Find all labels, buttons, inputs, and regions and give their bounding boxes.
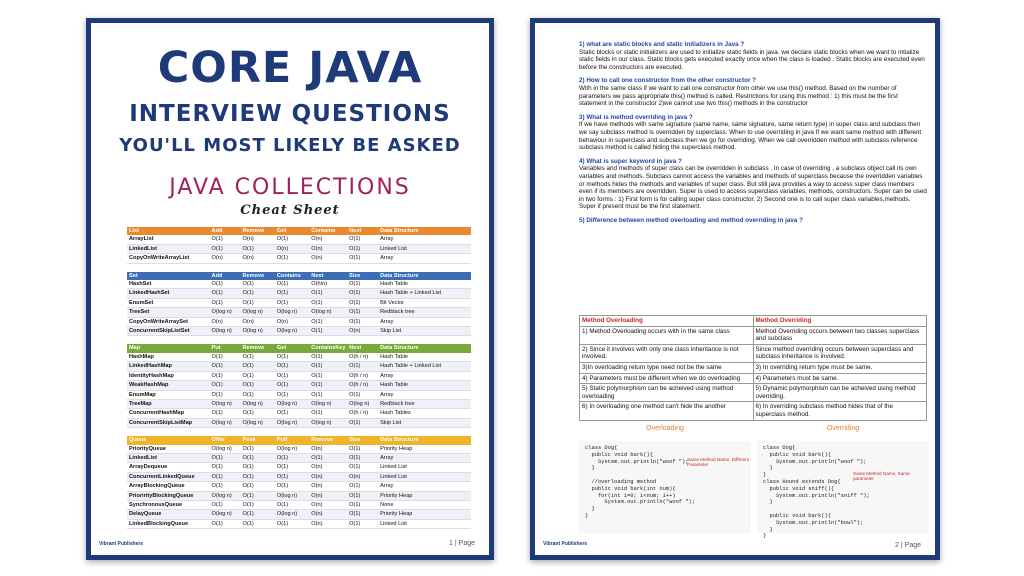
column-header: Queue (127, 436, 210, 444)
table-cell: O(log n) (275, 510, 309, 519)
complexity-table (127, 272, 471, 337)
table-cell: DelayQueue (127, 510, 210, 519)
table-cell: O(1) (309, 317, 347, 326)
comparison-row (580, 326, 927, 344)
cheat-sheet-page (86, 18, 494, 560)
comparison-row (580, 373, 927, 384)
table-cell: O(n) (241, 254, 275, 263)
table-cell: O(1) (241, 298, 275, 307)
table-cell: EnumSet (127, 298, 210, 307)
table-cell: O(1) (347, 491, 378, 500)
column-header: List (127, 227, 210, 235)
publisher-logo: Vibrant Publishers (99, 541, 144, 547)
table-cell: O(h/n) (309, 280, 347, 289)
table-cell: O(1) (210, 381, 241, 390)
table-cell: O(1) (241, 510, 275, 519)
table-cell: O(log n) (309, 418, 347, 427)
table-cell: O(1) (241, 482, 275, 491)
table-cell: Skip List (378, 418, 471, 427)
overriding-code: class Dog{ public void bark(){ System.out.println("woof "); } } class Hound extends Dog{ public void sniff(){ System.out.println("sniff "); } public void bark(){ System.out.println("bowl"); } } (763, 445, 870, 540)
table-cell: Array (378, 371, 471, 380)
table-cell: Priority Heap (378, 445, 471, 454)
table-cell: O(1) (241, 472, 275, 481)
table-cell: O(1) (275, 381, 309, 390)
table-cell: O(1) (241, 463, 275, 472)
column-header: Remove (241, 344, 275, 352)
table-cell: Hash Tables (378, 409, 471, 418)
column-header: Contains (275, 272, 309, 280)
table-cell: O(1) (210, 463, 241, 472)
table-cell: LinkedList (127, 244, 210, 253)
table-cell: PriorirityBlockingQueue (127, 491, 210, 500)
column-header: Next (347, 344, 378, 352)
table-cell: LinkedHashSet (127, 289, 210, 298)
question: 3) What is method overriding in java ? (579, 113, 693, 121)
table-header-row (127, 227, 471, 235)
table-cell: Bit Vector (378, 298, 471, 307)
table-cell: O(1) (210, 390, 241, 399)
column-header: Data Structure (378, 436, 471, 444)
table-cell: O(1) (347, 235, 378, 244)
section-title: JAVA COLLECTIONS (169, 175, 411, 200)
table-row (127, 500, 471, 509)
table-cell: LinkedHashMap (127, 362, 210, 371)
table-row (127, 381, 471, 390)
table-cell: O(1) (347, 519, 378, 528)
table-cell: O(1) (309, 362, 347, 371)
column-header: Size (347, 436, 378, 444)
column-header: Remove (309, 436, 347, 444)
table-cell: O(1) (275, 472, 309, 481)
table-row (127, 399, 471, 408)
table-cell: Linked List (378, 472, 471, 481)
table-cell: O(1) (275, 235, 309, 244)
table-cell: O(1) (241, 445, 275, 454)
column-header: Get (275, 227, 309, 235)
table-row (127, 453, 471, 462)
column-header: Size (347, 272, 378, 280)
table-cell: Redblack tree (378, 308, 471, 317)
table-cell: O(1) (275, 409, 309, 418)
question: 1) what are static blocks and static initializers in Java ? (579, 41, 745, 48)
qa-list (579, 41, 927, 224)
table-cell: Array (378, 317, 471, 326)
table-cell: O(h / n) (347, 409, 378, 418)
table-cell: O(1) (275, 371, 309, 380)
table-cell: O(log n) (275, 418, 309, 427)
table-cell: O(n) (241, 317, 275, 326)
table-cell: O(1) (347, 418, 378, 427)
table-cell: Linked List (378, 463, 471, 472)
comparison-cell: 4) Parameters must be different when we do overloading (580, 373, 754, 384)
table-cell: Array (378, 482, 471, 491)
subtitle-interview-questions: INTERVIEW QUESTIONS (129, 101, 451, 127)
table-cell: Hash Table + Linked List (378, 289, 471, 298)
table-cell: O(1) (347, 453, 378, 462)
column-header: ContainsKey (311, 345, 346, 352)
table-cell: O(1) (241, 371, 275, 380)
comparison-cell: 2) Since it involves with only one class inheritance is not involved. (580, 344, 754, 362)
table-cell: O(1) (275, 280, 309, 289)
column-header: Data Structure (378, 272, 471, 280)
comparison-header: Method Overriding (753, 316, 927, 327)
answer: If we have methods with same signature (same name, same signature, same return type) in super class and subclass then we say subclass method is overridden by superclass. When to use overriding in java If we want same method with different behaviour in superclass and subclass then we go for overriding. When we call overridden method with subclass reference subclass method is called hiding the superclass method. (579, 121, 922, 152)
table-cell: O(1) (347, 463, 378, 472)
column-header: Get (275, 344, 309, 352)
answer: Static blocks or static initializers are used to initialize static fields in java. we declare static blocks when we want to intialize static fields in our class. Static blocks gets executed exactly once when the class is loaded . Static blocks are executed even before the constructors are executed. (579, 48, 925, 71)
table-cell: Hash Table (378, 381, 471, 390)
table-cell: O(1) (347, 308, 378, 317)
comparison-row (580, 384, 927, 402)
comparison-cell: 6) In overloading one method can't hide the another (580, 402, 754, 420)
table-row (127, 298, 471, 307)
table-cell: HashMap (127, 353, 210, 362)
table-cell: O(n) (210, 317, 241, 326)
table-cell: LinkedBlockingQueue (127, 519, 210, 528)
column-header: Next (347, 227, 378, 235)
column-header: Data Structure (378, 344, 471, 352)
table-cell: O(1) (275, 353, 309, 362)
table-cell: CopyOnWriteArraySet (127, 317, 210, 326)
table-cell: EnumMap (127, 390, 210, 399)
table-cell: TreeSet (127, 308, 210, 317)
table-cell: O(n) (309, 491, 347, 500)
table-cell: O(1) (347, 445, 378, 454)
comparison-cell: 5) Dynamic polymorphism can be acheived using method overriding. (753, 384, 927, 402)
table-cell: O(1) (241, 500, 275, 509)
comparison-cell: Since method overriding occurs between superclass and subclass inheritance is involved. (753, 344, 927, 362)
table-cell: Hash Table (378, 280, 471, 289)
table-cell: O(1) (347, 254, 378, 263)
column-header: Offer (210, 436, 241, 444)
table-cell: O(log n) (210, 510, 241, 519)
table-cell: O(1) (210, 519, 241, 528)
table-cell: O(1) (210, 371, 241, 380)
overriding-title: Overriding (826, 425, 860, 432)
table-cell: Redblack tree (378, 399, 471, 408)
table-cell: O(1) (309, 453, 347, 462)
table-cell: O(1) (210, 353, 241, 362)
table-row (127, 445, 471, 454)
table-cell: O(log n) (210, 327, 241, 336)
table-cell: O(1) (210, 298, 241, 307)
table-cell: O(1) (241, 362, 275, 371)
table-cell: O(1) (347, 390, 378, 399)
table-cell: WeakHashMap (127, 381, 210, 390)
table-cell: O(log n) (241, 399, 275, 408)
table-cell: O(1) (275, 519, 309, 528)
table-cell: O(1) (309, 353, 347, 362)
table-cell: Linked List (378, 244, 471, 253)
table-cell: O(1) (210, 482, 241, 491)
table-cell: LinkedList (127, 453, 210, 462)
table-cell: Array (378, 254, 471, 263)
comparison-cell: 4) Parameters must be same. (753, 373, 927, 384)
table-cell: O(h / n) (347, 371, 378, 380)
table-cell: O(1) (210, 244, 241, 253)
column-header: Data Structure (378, 227, 471, 235)
table-cell: O(1) (241, 280, 275, 289)
column-header: Set (127, 272, 210, 280)
table-cell: O(n) (210, 254, 241, 263)
table-cell: O(1) (347, 510, 378, 519)
table-cell: O(1) (275, 390, 309, 399)
table-header-row (127, 344, 471, 352)
subtitle-most-likely: YOU'LL MOST LIKELY BE ASKED (119, 135, 461, 156)
table-cell: O(log n) (275, 327, 309, 336)
column-header: Remove (241, 272, 275, 280)
column-header: Next (309, 272, 347, 280)
table-cell: O(1) (309, 381, 347, 390)
complexity-table (127, 436, 471, 529)
table-cell: O(n) (275, 244, 309, 253)
qa-page (530, 18, 940, 560)
table-cell: O(log n) (275, 445, 309, 454)
table-cell: Hash Table + Linked List (378, 362, 471, 371)
table-cell: O(1) (241, 519, 275, 528)
table-cell: O(h / n) (347, 353, 378, 362)
table-header-row (127, 436, 471, 444)
comparison-row (580, 402, 927, 420)
question: 5) Difference between method overloading and method overriding in java ? (579, 216, 803, 224)
table-cell: O(1) (241, 453, 275, 462)
column-header: Remove (241, 227, 275, 235)
table-cell: O(1) (275, 254, 309, 263)
table-cell: O(1) (347, 280, 378, 289)
table-cell: O(1) (210, 362, 241, 371)
table-cell: O(1) (210, 472, 241, 481)
answer: With in the same class if we want to call one constructor from other we use this() method. Based on the number of parameters we pass appropriate this() method is called. Restrictions for using this method : 1) this must be the first statement in the constructor 2)we cannot use two this() methods in the constructor (579, 84, 898, 108)
table-cell: Array (378, 390, 471, 399)
table-cell: O(n) (275, 317, 309, 326)
table-cell: O(1) (210, 500, 241, 509)
table-cell: HashSet (127, 280, 210, 289)
comparison-cell: 3) In overriding return type must be same. (753, 362, 927, 373)
table-row (127, 362, 471, 371)
table-cell: O(1) (347, 317, 378, 326)
table-cell: Skip List (378, 327, 471, 336)
table-cell: O(log n) (241, 308, 275, 317)
column-header: Peak (241, 436, 275, 444)
table-cell: O(n) (309, 463, 347, 472)
table-cell: O(log n) (347, 399, 378, 408)
table-cell: O(1) (275, 500, 309, 509)
table-cell: O(1) (309, 390, 347, 399)
column-header: Contains (309, 227, 347, 235)
column-header: Map (127, 344, 210, 352)
table-cell: O(log n) (241, 418, 275, 427)
table-cell: O(n) (347, 327, 378, 336)
table-cell: O(n) (309, 244, 347, 253)
table-cell: O(n) (347, 472, 378, 481)
table-cell: O(n) (309, 519, 347, 528)
complexity-table (127, 227, 471, 264)
comparison-header: Method Overloading (580, 316, 754, 327)
table-cell: O(1) (210, 280, 241, 289)
table-cell: O(1) (241, 491, 275, 500)
table-row (127, 491, 471, 500)
table-cell: TreeMap (127, 399, 210, 408)
table-cell: O(h / n) (347, 381, 378, 390)
table-row (127, 482, 471, 491)
table-cell: O(1) (241, 381, 275, 390)
comparison-cell: 5) Static polymorphism can be acheived using method overloading (580, 384, 754, 402)
publisher-logo: Vibrant Publishers (543, 541, 588, 547)
table-cell: O(log n) (210, 445, 241, 454)
table-cell: O(1) (210, 235, 241, 244)
table-cell: CopyOnWriteArrayList (127, 254, 210, 263)
table-row (127, 519, 471, 528)
table-cell: O(1) (309, 371, 347, 380)
table-row (127, 472, 471, 481)
table-cell: O(1) (210, 409, 241, 418)
table-cell: IdentityHashMap (127, 371, 210, 380)
table-cell: O(1) (309, 298, 347, 307)
table-cell: ConcurrentSkipListMap (127, 418, 210, 427)
table-cell: Priority Heap (378, 491, 471, 500)
table-cell: O(log n) (275, 491, 309, 500)
table-row (127, 510, 471, 519)
table-cell: O(1) (275, 482, 309, 491)
table-cell: O(1) (210, 453, 241, 462)
table-cell: O(log n) (309, 399, 347, 408)
table-cell: O(1) (347, 289, 378, 298)
table-cell: Array (378, 235, 471, 244)
table-row (127, 353, 471, 362)
table-cell: O(1) (347, 482, 378, 491)
table-cell: PriorityQueue (127, 445, 210, 454)
table-cell: O(1) (347, 298, 378, 307)
table-cell: O(1) (275, 289, 309, 298)
table-cell: O(n) (309, 500, 347, 509)
table-cell: ConcurrentHashMap (127, 409, 210, 418)
table-row (127, 371, 471, 380)
table-cell: O(log n) (241, 327, 275, 336)
table-cell: O(1) (275, 362, 309, 371)
table-cell: O(log n) (210, 399, 241, 408)
table-cell: O(n) (309, 472, 347, 481)
table-cell: O(1) (275, 463, 309, 472)
table-cell: O(log n) (275, 308, 309, 317)
table-cell: O(n) (309, 510, 347, 519)
table-cell: ArrayList (127, 235, 210, 244)
table-row (127, 289, 471, 298)
overloading-code-box (579, 425, 751, 533)
table-cell: O(1) (309, 327, 347, 336)
table-cell: Array (378, 453, 471, 462)
table-cell: Linked List (378, 519, 471, 528)
page-number: 1 | Page (449, 540, 475, 547)
table-cell: O(log n) (210, 418, 241, 427)
table-cell: O(1) (241, 390, 275, 399)
table-row (127, 280, 471, 289)
table-header-row (127, 272, 471, 280)
table-cell: SynchronousQueue (127, 500, 210, 509)
comparison-table (579, 315, 927, 421)
comparison-cell: 6) In overriding subclass method hides that of the superclass method. (753, 402, 927, 420)
table-row (127, 390, 471, 399)
column-header: Put (210, 344, 241, 352)
table-row (127, 409, 471, 418)
table-cell: O(1) (241, 409, 275, 418)
table-cell: O(1) (347, 244, 378, 253)
table-row (127, 308, 471, 317)
comparison-cell: Method Overriding occurs between two classes superclass and subclass (753, 326, 927, 344)
table-cell: ArrayDequeue (127, 463, 210, 472)
table-row (127, 254, 471, 263)
table-cell: O(n) (241, 235, 275, 244)
table-cell: O(1) (241, 353, 275, 362)
comparison-row (580, 344, 927, 362)
column-header: Add (210, 272, 241, 280)
overriding-code-box (757, 425, 929, 540)
table-cell: O(n) (309, 445, 347, 454)
table-row (127, 327, 471, 336)
table-cell: O(n) (309, 482, 347, 491)
table-cell: O(1) (309, 409, 347, 418)
table-cell: O(1) (275, 453, 309, 462)
column-header: Add (210, 227, 241, 235)
table-cell: O(1) (347, 500, 378, 509)
table-cell: Priority Heap (378, 510, 471, 519)
table-cell: O(log n) (210, 491, 241, 500)
table-cell: ConcurrentLinkedQueue (127, 472, 210, 481)
table-cell: O(1) (241, 244, 275, 253)
table-row (127, 244, 471, 253)
table-cell: Hash Table (378, 353, 471, 362)
cheat-sheet-label: Cheat Sheet (240, 203, 340, 218)
overloading-title: Overloading (646, 425, 684, 432)
comparison-header-row (580, 316, 927, 327)
complexity-table (127, 344, 471, 428)
table-cell: O(1) (309, 289, 347, 298)
table-cell: O(1) (241, 289, 275, 298)
table-cell: ConcurrentSkipListSet (127, 327, 210, 336)
table-row (127, 317, 471, 326)
table-cell: O(n) (309, 254, 347, 263)
answer: Variables and methods of super class can be overridden in subclass . In case of overriding , a subclass object call its own variables and methods. Subclass cannot access the variables and methods of superclass because the overridden variables or methods hides the methods and variables of super class. But still java provides a way to access super class members even if its members are overridden. Super is used to access superclass variables, methods, constructors. Super can be used in two forms : 1) First form is for calling super class constructor. 2) Second one is to call super class variables,methods. Super if present must be the first statement. (579, 165, 927, 211)
comparison-cell: 1) Method Overloading occurs with in the same class (580, 326, 754, 344)
table-cell: O(n) (309, 235, 347, 244)
table-cell: None (378, 500, 471, 509)
comparison-row (580, 362, 927, 373)
table-cell: O(log n) (275, 399, 309, 408)
comparison-cell: 3)In overloading return type need not be the same (580, 362, 754, 373)
complexity-tables (127, 227, 471, 537)
table-cell: O(1) (347, 362, 378, 371)
page-title: CORE JAVA (157, 43, 423, 93)
question: 4) What is super keyword in java ? (579, 157, 682, 165)
column-header: Poll (275, 436, 309, 444)
table-cell: O(log n) (309, 308, 347, 317)
table-row (127, 235, 471, 244)
table-row (127, 418, 471, 427)
overloading-note: Same Method Name, Different Parameter (687, 457, 749, 468)
question: 2) How to call one constructor from the other constructor ? (579, 77, 757, 85)
table-cell: O(1) (210, 289, 241, 298)
table-cell: O(log n) (210, 308, 241, 317)
table-row (127, 463, 471, 472)
table-cell: O(1) (275, 298, 309, 307)
table-cell: ArrayBlockingQueue (127, 482, 210, 491)
page-number: 2 | Page (895, 542, 921, 549)
overloading-code: class Dog{ public void bark(){ System.out.println("woof "); } //overloading method public void bark(int num){ for(int i=0; i<num; i++) System.out.println("woof "); } } (585, 445, 695, 519)
overriding-note: Same Method Name, Same parameter (853, 471, 910, 482)
